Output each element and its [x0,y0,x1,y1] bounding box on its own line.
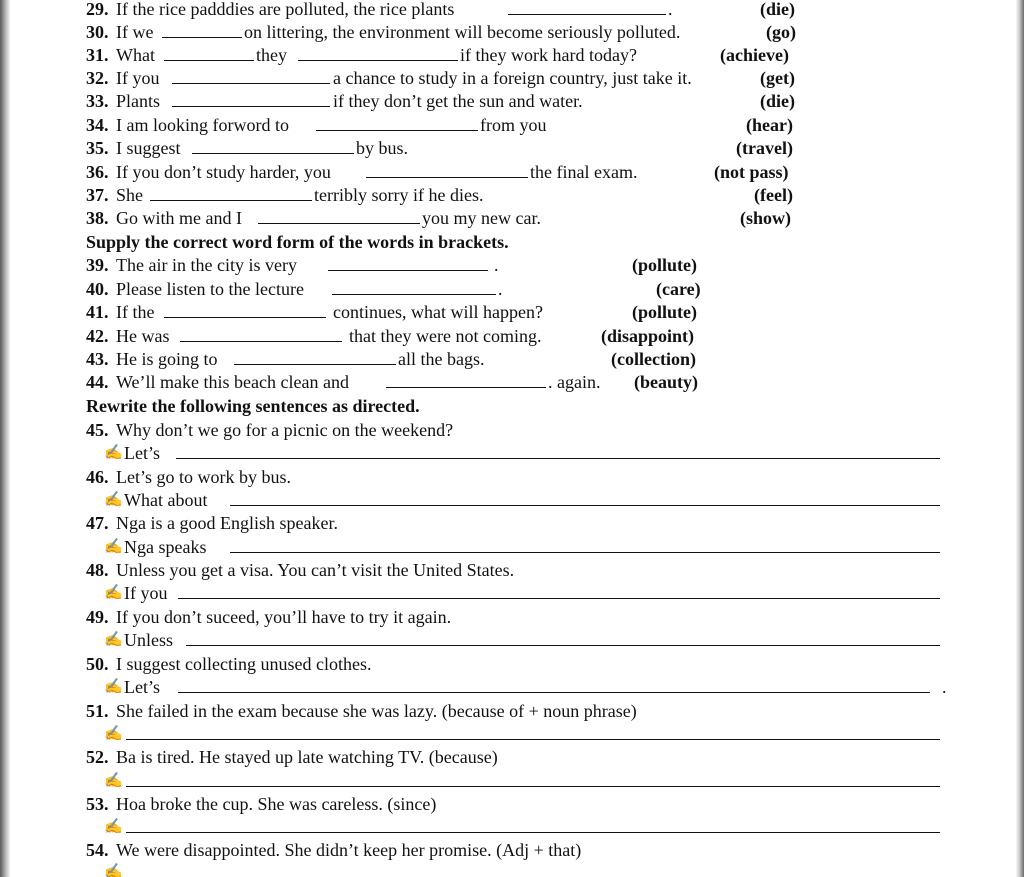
question-text: on littering, the environment will become seriously polluted. [244,22,681,42]
question-text: He is going to [116,349,218,369]
question-33 [0,89,1024,113]
answer-blank[interactable] [186,628,940,646]
answer-blank[interactable] [150,183,312,201]
answer-line-46 [0,488,1024,512]
question-45 [0,418,1024,442]
question-text: Nga is a good English speaker. [116,513,338,533]
answer-line-45 [0,441,1024,465]
answer-blank[interactable] [298,43,458,61]
question-text: . [494,255,499,275]
question-number: 52. [86,747,109,767]
answer-prompt: Let’s [124,677,160,697]
answer-blank[interactable] [230,535,940,553]
answer-prompt: What about [124,490,208,510]
word-hint: (pollute) [632,255,697,275]
question-text: Go with me and I [116,208,242,228]
question-text: I am looking forword to [116,115,289,135]
section-heading: Rewrite the following sentences as directed. [86,396,420,416]
word-hint: (pollute) [632,302,697,322]
question-number: 41. [86,302,109,322]
answer-line-54 [0,860,1024,877]
question-47 [0,511,1024,535]
question-text: Ba is tired. He stayed up late watching TV. (because) [116,747,498,767]
verb-hint: (die) [760,0,795,19]
question-text: If the [116,302,155,322]
question-31 [0,43,1024,67]
question-43 [0,347,1024,371]
question-41 [0,300,1024,324]
answer-blank[interactable] [258,206,420,224]
word-hint: (beauty) [634,372,698,392]
question-text: they [256,45,287,65]
question-number: 38. [86,208,109,228]
question-text: . [498,279,503,299]
question-52 [0,745,1024,769]
question-51 [0,699,1024,723]
question-number: 35. [86,138,109,158]
section-heading: Supply the correct word form of the words in brackets. [86,232,509,252]
question-number: 49. [86,607,109,627]
answer-blank[interactable] [332,277,496,295]
answer-line-53 [0,815,1024,839]
answer-blank[interactable] [508,0,666,15]
question-34 [0,113,1024,137]
answer-blank[interactable] [172,66,330,84]
question-number: 34. [86,115,109,135]
answer-blank[interactable] [178,675,930,693]
pen-icon: ✍ [104,539,123,555]
question-text: . [668,0,673,19]
answer-blank[interactable] [316,113,478,131]
question-48 [0,558,1024,582]
question-text: that they were not coming. [349,326,542,346]
answer-blank[interactable] [176,441,940,459]
question-number: 40. [86,279,109,299]
question-number: 37. [86,185,109,205]
answer-blank[interactable] [180,324,342,342]
question-text: If you don’t study harder, you [116,162,331,182]
question-text: If you don’t suceed, you’ll have to try it again. [116,607,452,627]
word-hint: (care) [656,279,701,299]
question-text: you my new car. [422,208,541,228]
question-text: I suggest collecting unused clothes. [116,654,372,674]
answer-line-48 [0,581,1024,605]
answer-blank[interactable] [192,136,354,154]
question-text: She [116,185,143,205]
question-49 [0,605,1024,629]
answer-blank[interactable] [234,347,396,365]
question-number: 32. [86,68,109,88]
pen-icon: ✍ [104,632,123,648]
question-text: all the bags. [398,349,485,369]
question-text: . again. [548,372,601,392]
answer-blank[interactable] [328,253,488,271]
question-text: a chance to study in a foreign country, just take it. [333,68,692,88]
question-text: Hoa broke the cup. She was careless. (since) [116,794,437,814]
question-number: 44. [86,372,109,392]
question-text: The air in the city is very [116,255,297,275]
question-text: the final exam. [530,162,638,182]
question-32 [0,66,1024,90]
pen-icon: ✍ [104,864,123,877]
question-number: 54. [86,840,109,860]
question-39 [0,253,1024,277]
answer-blank[interactable] [162,20,242,38]
verb-hint: (go) [766,22,796,42]
verb-hint: (travel) [736,138,793,158]
verb-hint: (die) [760,91,795,111]
question-number: 48. [86,560,109,580]
verb-hint: (not pass) [714,162,789,182]
answer-blank[interactable] [172,89,330,107]
pen-icon: ✍ [104,819,123,835]
question-number: 51. [86,701,109,721]
question-number: 53. [86,794,109,814]
question-text: Why don’t we go for a picnic on the weekend? [116,420,454,440]
word-hint: (collection) [611,349,696,369]
question-46 [0,465,1024,489]
answer-line-51 [0,722,1024,746]
question-text: by bus. [356,138,409,158]
answer-line-50 [0,675,1024,699]
pen-icon: ✍ [104,585,123,601]
answer-blank[interactable] [230,488,940,506]
answer-line-49 [0,628,1024,652]
word-hint: (disappoint) [601,326,695,346]
question-text: If the rice padddies are polluted, the rice plants [116,0,455,19]
question-44 [0,370,1024,394]
answer-prompt: If you [124,583,168,603]
question-37 [0,183,1024,207]
section-heading-rewrite [0,394,1024,418]
question-text: from you [480,115,547,135]
answer-blank[interactable] [164,300,326,318]
question-number: 42. [86,326,109,346]
question-30 [0,20,1024,44]
answer-line-47 [0,535,1024,559]
question-50 [0,652,1024,676]
answer-prompt: Unless [124,630,173,650]
answer-blank[interactable] [386,370,546,388]
verb-hint: (show) [740,208,792,228]
pen-icon: ✍ [104,679,123,695]
verb-hint: (feel) [754,185,793,205]
question-number: 29. [86,0,109,19]
question-text: Let’s go to work by bus. [116,467,291,487]
verb-hint: (get) [760,68,795,88]
question-text: Unless you get a visa. You can’t visit the United States. [116,560,515,580]
question-42 [0,324,1024,348]
question-number: 46. [86,467,109,487]
question-text: I suggest [116,138,181,158]
question-text: Plants [116,91,161,111]
question-40 [0,277,1024,301]
question-number: 36. [86,162,109,182]
answer-blank[interactable] [366,160,528,178]
question-number: 39. [86,255,109,275]
question-text: She failed in the exam because she was lazy. (because of + noun phrase) [116,701,637,721]
question-text: continues, what will happen? [333,302,543,322]
answer-blank[interactable] [126,722,940,740]
question-text: What [116,45,155,65]
question-53 [0,792,1024,816]
answer-blank[interactable] [126,769,940,787]
answer-prompt: Nga speaks [124,537,207,557]
question-text: Please listen to the lecture [116,279,304,299]
pen-icon: ✍ [104,726,123,742]
answer-prompt: Let’s [124,443,160,463]
question-text: We were disappointed. She didn’t keep her promise. (Adj + that) [116,840,582,860]
question-text: if they work hard today? [460,45,637,65]
answer-blank[interactable] [178,581,940,599]
pen-icon: ✍ [104,773,123,789]
answer-blank[interactable] [126,815,940,833]
question-text: If you [116,68,160,88]
verb-hint: (hear) [746,115,793,135]
question-number: 50. [86,654,109,674]
answer-line-52 [0,769,1024,793]
question-54 [0,838,1024,862]
question-number: 30. [86,22,109,42]
question-text: If we [116,22,154,42]
question-36 [0,160,1024,184]
question-35 [0,136,1024,160]
question-text: He was [116,326,170,346]
pen-icon: ✍ [104,445,123,461]
question-number: 31. [86,45,109,65]
question-text: terribly sorry if he dies. [314,185,484,205]
question-number: 47. [86,513,109,533]
answer-end-period: . [942,677,947,697]
question-number: 33. [86,91,109,111]
question-number: 45. [86,420,109,440]
answer-blank[interactable] [164,43,254,61]
pen-icon: ✍ [104,492,123,508]
section-heading-word-form [0,230,1024,254]
question-number: 43. [86,349,109,369]
question-text: if they don’t get the sun and water. [333,91,583,111]
question-38 [0,206,1024,230]
question-text: We’ll make this beach clean and [116,372,349,392]
question-29 [0,0,1024,21]
verb-hint: (achieve) [720,45,789,65]
